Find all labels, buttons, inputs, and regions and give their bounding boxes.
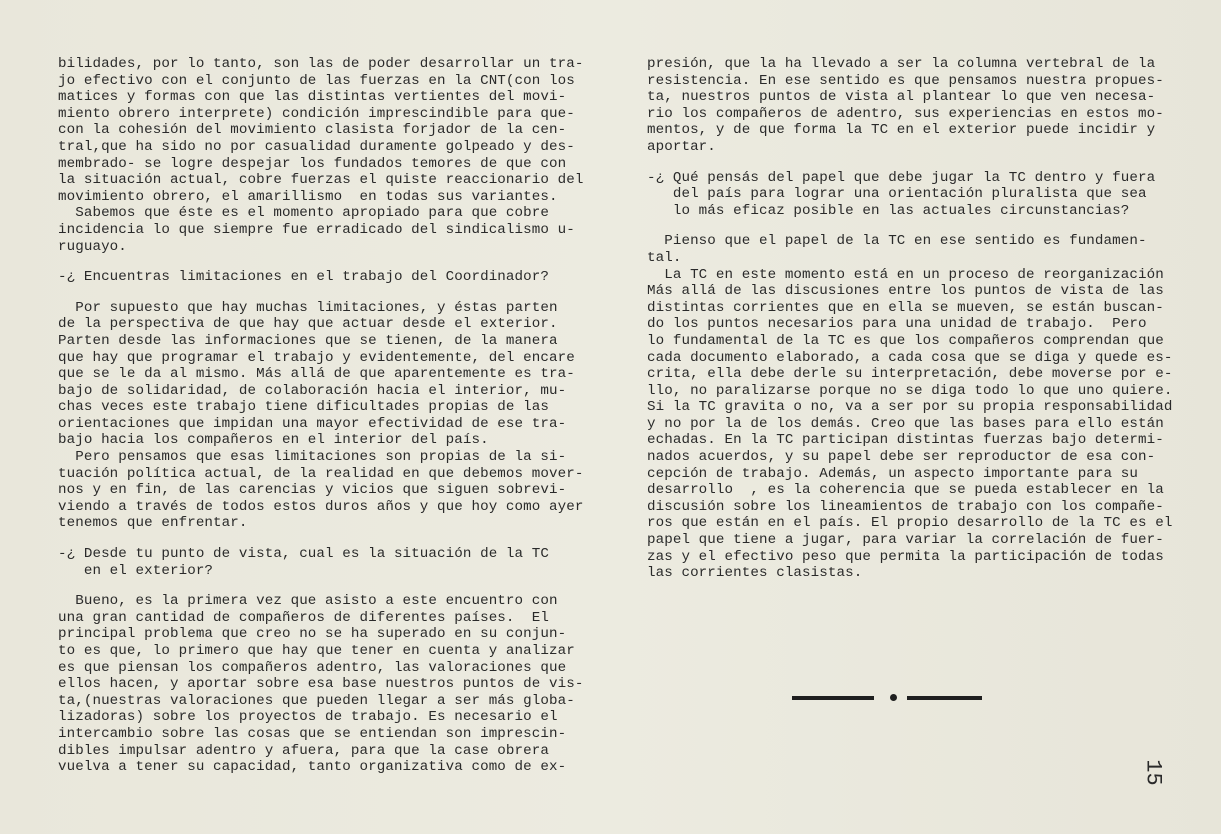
right-column-text-line: las corrientes clasistas.: [647, 565, 863, 582]
rule-bar-left: [792, 696, 874, 700]
right-column-text-line: ta, nuestros puntos de vista al plantear lo que ven necesa-: [647, 89, 1156, 106]
left-column-text-line: tenemos que enfrentar.: [58, 515, 248, 532]
paragraph-gap: [647, 219, 1172, 233]
right-column-text-line: llo, no paralizarse porque no se diga todo lo que uno quiere.: [647, 382, 1173, 399]
right-column-text-line: aportar.: [647, 138, 716, 155]
right-column-text-line: Pienso que el papel de la TC en ese sentido es fundamen-: [647, 233, 1147, 250]
left-column-text-line: que se le da al mismo. Más allá de que aparentemente es tra-: [58, 366, 575, 383]
left-column: [58, 56, 583, 776]
left-column-text-line: chas veces este trabajo tiene dificultades propias de las: [58, 399, 549, 416]
left-column-text-line: tuación política actual, de la realidad en que debemos mover-: [58, 465, 584, 482]
left-column-text-line: orientaciones que impidan una mayor efectividad de ese tra-: [58, 415, 567, 432]
left-column-text-line: membrado- se logre despejar los fundados temores de que con: [58, 155, 567, 172]
right-column-text-line: papel que tiene a jugar, para variar la correlación de fuer-: [647, 532, 1164, 549]
left-column-text-line: Pero pensamos que esas limitaciones son propias de la si-: [58, 449, 567, 466]
left-column-text-line: dibles impulsar adentro y afuera, para que la case obrera: [58, 742, 549, 759]
left-column-text-line: jo efectivo con el conjunto de las fuerzas en la CNT(con los: [58, 72, 575, 89]
right-column-text-line: echadas. En la TC participan distintas fuerzas bajo determi-: [647, 432, 1164, 449]
rule-dot: [890, 694, 897, 701]
paragraph-gap: [58, 286, 583, 300]
right-column-text-line: discusión sobre los lineamientos de trabajo con los compañe-: [647, 498, 1164, 515]
left-column-text-line: tral,que ha sido no por casualidad duramente golpeado y des-: [58, 138, 575, 155]
right-column-text-line: ros que están en el país. El propio desarrollo de la TC es el: [647, 515, 1173, 532]
right-column-text-line: Más allá de las discusiones entre los puntos de vista de las: [647, 283, 1164, 300]
left-column-text-line: ellos hacen, y aportar sobre esa base nuestros puntos de vis-: [58, 676, 584, 693]
left-column-text-line: matices y formas con que las distintas vertientes del movi-: [58, 89, 567, 106]
left-column-text-line: movimiento obrero, el amarillismo en todas sus variantes.: [58, 188, 558, 205]
right-column-text-line: crita, ella debe derle su interpretación, debe moverse por e-: [647, 366, 1173, 383]
left-column-text-line: ruguayo.: [58, 238, 127, 255]
left-column-text-line: bilidades, por lo tanto, son las de poder desarrollar un tra-: [58, 56, 584, 72]
paragraph-gap: [647, 156, 1172, 170]
right-column-text-line: mentos, y de que forma la TC en el exterior puede incidir y: [647, 122, 1156, 139]
right-column-text-line: nados acuerdos, y su papel debe ser reproductor de esa con-: [647, 449, 1156, 466]
left-column-text-line: viendo a través de todos estos duros años y que hoy como ayer: [58, 498, 584, 515]
right-column-text-line: rio los compañeros de adentro, sus experiencias en estos mo-: [647, 105, 1164, 122]
right-column-text-line: lo más eficaz posible en las actuales circunstancias?: [647, 202, 1130, 219]
right-column-text-line: y no por la de los demás. Creo que las bases para ello están: [647, 415, 1164, 432]
left-column-text-line: una gran cantidad de compañeros de diferentes países. El: [58, 609, 549, 626]
right-column-text-line: Si la TC gravita o no, va a ser por su propia responsabilidad: [647, 399, 1173, 416]
left-column-text-line: ta,(nuestras valoraciones que pueden llegar a ser más globa-: [58, 692, 575, 709]
left-column-text-line: Parten desde las informaciones que se tienen, de la manera: [58, 332, 558, 349]
paragraph-gap: [58, 255, 583, 269]
right-column: [647, 56, 1172, 582]
rule-bar-right: [907, 696, 982, 700]
paragraph-gap: [58, 579, 583, 593]
left-column-text-line: la situación actual, cobre fuerzas el quiste reaccionario del: [58, 172, 584, 189]
left-column-text-line: -¿ Encuentras limitaciones en el trabajo del Coordinador?: [58, 269, 549, 286]
right-column-text-line: desarrollo , es la coherencia que se pueda establecer en la: [647, 482, 1164, 499]
left-column-text-line: intercambio sobre las cosas que se entiendan son imprescin-: [58, 725, 567, 742]
left-column-text-line: bajo de solidaridad, de colaboración hacia el interior, mu-: [58, 382, 567, 399]
left-column-text-line: Sabemos que éste es el momento apropiado para que cobre: [58, 205, 549, 222]
right-column-text-line: cepción de trabajo. Además, un aspecto importante para su: [647, 465, 1138, 482]
left-column-text-line: nos y en fin, de las carencias y vicios que siguen sobrevi-: [58, 482, 567, 499]
right-column-text-line: zas y el efectivo peso que permita la participación de todas: [647, 548, 1164, 565]
right-column-text-line: lo fundamental de la TC es que los compañeros comprendan que: [647, 332, 1164, 349]
right-column-text-line: distintas corrientes que en ella se mueven, se están buscan-: [647, 299, 1164, 316]
left-column-text-line: con la cohesión del movimiento clasista forjador de la cen-: [58, 122, 567, 139]
left-column-text-line: -¿ Desde tu punto de vista, cual es la situación de la TC: [58, 546, 549, 563]
left-column-text-line: miento obrero interprete) condición imprescindible para que-: [58, 105, 575, 122]
left-column-text-line: vuelva a tener su capacidad, tanto organizativa como de ex-: [58, 759, 567, 776]
left-column-text-line: Por supuesto que hay muchas limitaciones, y éstas parten: [58, 299, 558, 316]
right-column-text-line: resistencia. En ese sentido es que pensamos nuestra propues-: [647, 72, 1164, 89]
right-column-text-line: -¿ Qué pensás del papel que debe jugar la TC dentro y fuera: [647, 169, 1156, 186]
right-column-text-line: presión, que la ha llevado a ser la columna vertebral de la: [647, 56, 1156, 72]
left-column-text-line: en el exterior?: [58, 562, 214, 579]
left-column-text-line: incidencia lo que siempre fue erradicado del sindicalismo u-: [58, 221, 575, 238]
right-column-text-line: cada documento elaborado, a cada cosa que se diga y quede es-: [647, 349, 1173, 366]
right-column-text-line: tal.: [647, 249, 682, 266]
left-column-text-line: que hay que programar el trabajo y evidentemente, del encare: [58, 349, 575, 366]
left-column-text-line: principal problema que creo no se ha superado en su conjun-: [58, 626, 567, 643]
right-column-text-line: do los puntos necesarios para una unidad de trabajo. Pero: [647, 316, 1147, 333]
left-column-text-line: de la perspectiva de que hay que actuar desde el exterior.: [58, 316, 558, 333]
left-column-text-line: to es que, lo primero que hay que tener en cuenta y analizar: [58, 643, 575, 659]
left-column-text-line: lizadoras) sobre los proyectos de trabajo. Es necesario el: [58, 709, 558, 726]
right-column-text-line: del país para lograr una orientación pluralista que sea: [647, 186, 1147, 203]
left-column-text-line: es que piensan los compañeros adentro, las valoraciones que: [58, 659, 567, 676]
left-column-text-line: Bueno, es la primera vez que asisto a este encuentro con: [58, 593, 558, 610]
page-number: 15: [1140, 759, 1166, 786]
right-column-text-line: La TC en este momento está en un proceso de reorganización: [647, 266, 1164, 283]
decorative-rule: [792, 693, 982, 703]
left-column-text-line: bajo hacia los compañeros en el interior del país.: [58, 432, 489, 449]
paragraph-gap: [58, 532, 583, 546]
